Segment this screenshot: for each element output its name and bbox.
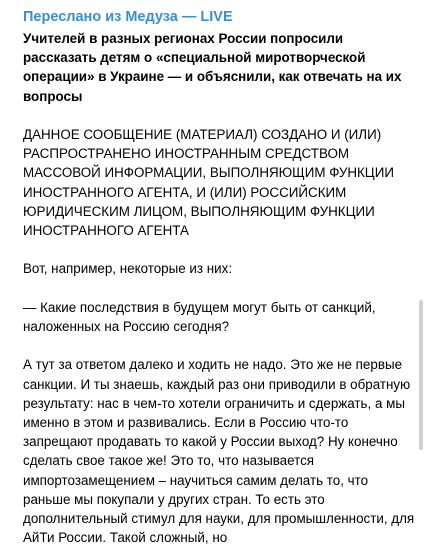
paragraph-gap (23, 106, 415, 125)
forwarded-from-link[interactable]: Переслано из Медуза — LIVE (23, 9, 233, 25)
answer-paragraph: А тут за ответом далеко и ходить не надо. Это же не первые санкции. И ты знаешь, каждый раз они приводили в обратную результату: нас в чем-то хотели ограничить и сдержать, а мы именно в этом и развивались. Если в Россию что-то запрещают продавать то какой у России выход? Ну конечно сделать свое такое же! Это то, что называется импортозамещением – научиться самим делать то, что раньше мы покупали у других стран. То есть это дополнительный стимул для науки, для промышленности, для АйТи России. Такой сложный, но (23, 357, 415, 546)
question-paragraph: — Какие последствия в будущем могут быть от санкций, наложенных на Россию сегодня? (23, 299, 376, 334)
message-text (23, 29, 415, 547)
intro-paragraph: Вот, например, некоторые из них: (23, 261, 233, 277)
scrollbar-thumb[interactable] (419, 300, 423, 450)
paragraph-gap (23, 240, 415, 259)
foreign-agent-disclaimer: ДАННОЕ СООБЩЕНИЕ (МАТЕРИАЛ) СОЗДАНО И (ИЛИ) РАСПРОСТРАНЕНО ИНОСТРАННЫМ СРЕДСТВОМ МАССОВОЙ ИНФОРМАЦИИ, ВЫПОЛНЯЮЩИМ ФУНКЦИИ ИНОСТРАННОГО АГЕНТА, И (ИЛИ) РОССИЙСКИМ ЮРИДИЧЕСКИМ ЛИЦОМ, ВЫПОЛНЯЮЩИМ ФУНКЦИИ ИНОСТРАННОГО АГЕНТА (23, 127, 394, 239)
chat-scrollbar[interactable] (417, 0, 425, 469)
paragraph-gap (23, 336, 415, 355)
paragraph-gap (23, 279, 415, 298)
message-headline: Учителей в разных регионах России попросили рассказать детям о «специальной миротворческой операции» в Украине — и объяснили, как отвечать на их вопросы (23, 31, 402, 104)
